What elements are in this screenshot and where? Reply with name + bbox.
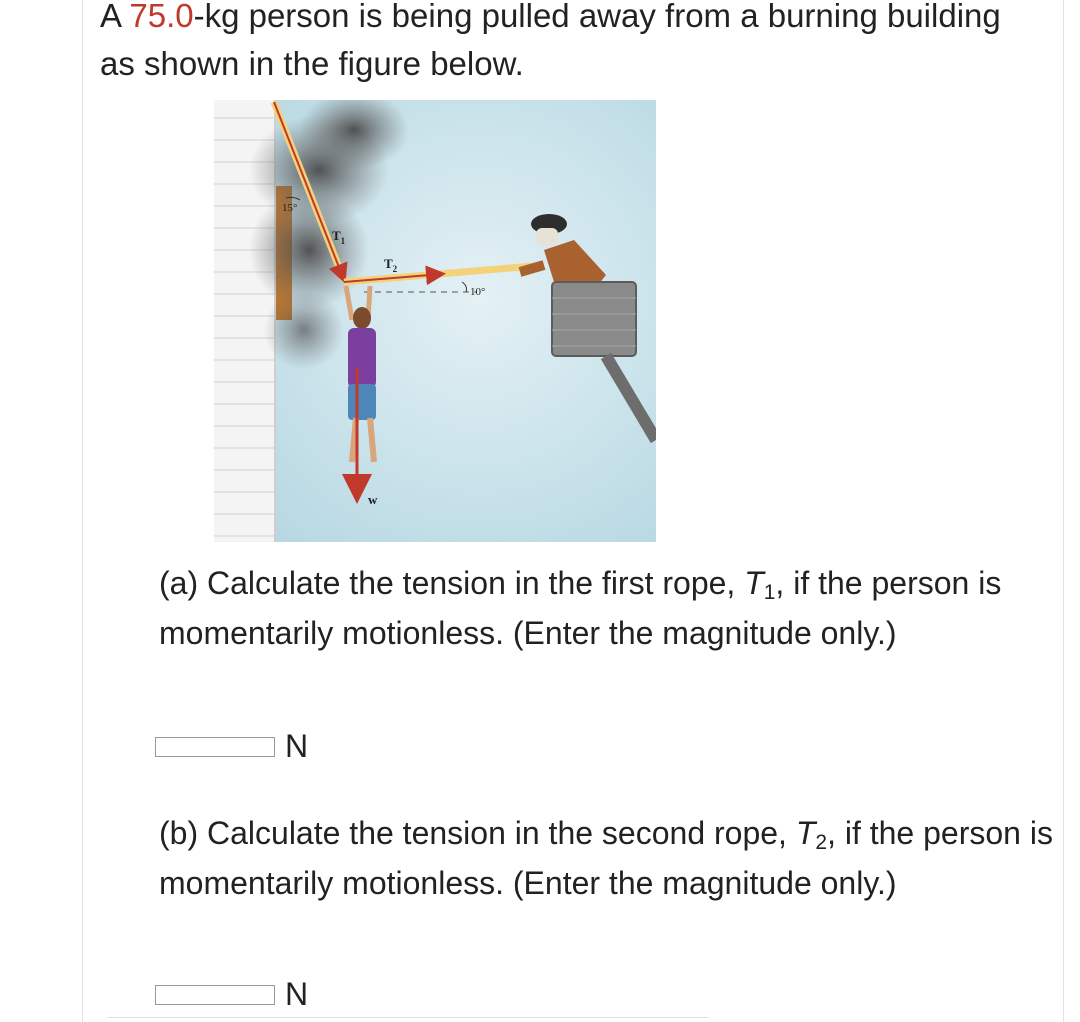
part-b-text: (b) Calculate the tension in the second rope, xyxy=(159,815,796,851)
part-a-sub: 1 xyxy=(763,581,776,604)
part-a-answer-row xyxy=(155,728,308,765)
part-a-unit: N xyxy=(285,728,309,764)
w-label: w xyxy=(368,492,378,507)
part-b-question xyxy=(159,808,1059,908)
aerial-bucket xyxy=(552,282,636,356)
part-a-answer-input[interactable] xyxy=(155,737,275,757)
problem-statement xyxy=(100,0,1040,88)
part-a-text-after: , if the person is momentarily motionless. (Enter the magnitude only.) xyxy=(159,565,1002,651)
part-a-text: (a) Calculate the tension in the first rope, xyxy=(159,565,745,601)
rescue-figure xyxy=(214,100,656,542)
mass-value: 75.0 xyxy=(129,0,194,34)
part-a-question xyxy=(159,558,1059,658)
part-b-answer-input[interactable] xyxy=(155,985,275,1005)
intro-prefix: A xyxy=(100,0,130,34)
part-b-unit: N xyxy=(285,976,309,1012)
t1-label: $T_1$ xyxy=(332,228,346,246)
part-b-sub: 2 xyxy=(815,831,828,854)
angle1-label: 15° xyxy=(282,202,298,214)
part-a-var: T xyxy=(744,565,764,601)
part-b-var: T xyxy=(795,815,816,851)
divider xyxy=(108,1017,708,1018)
t2-label: $T_2$ xyxy=(384,256,398,274)
part-b-answer-row xyxy=(155,976,308,1013)
intro-suffix: -kg person is being pulled away from a burning building as shown in the figure below. xyxy=(100,0,1001,82)
part-b-text-after: , if the person is momentarily motionless. (Enter the magnitude only.) xyxy=(159,815,1053,901)
angle2-label: 10° xyxy=(470,286,486,298)
